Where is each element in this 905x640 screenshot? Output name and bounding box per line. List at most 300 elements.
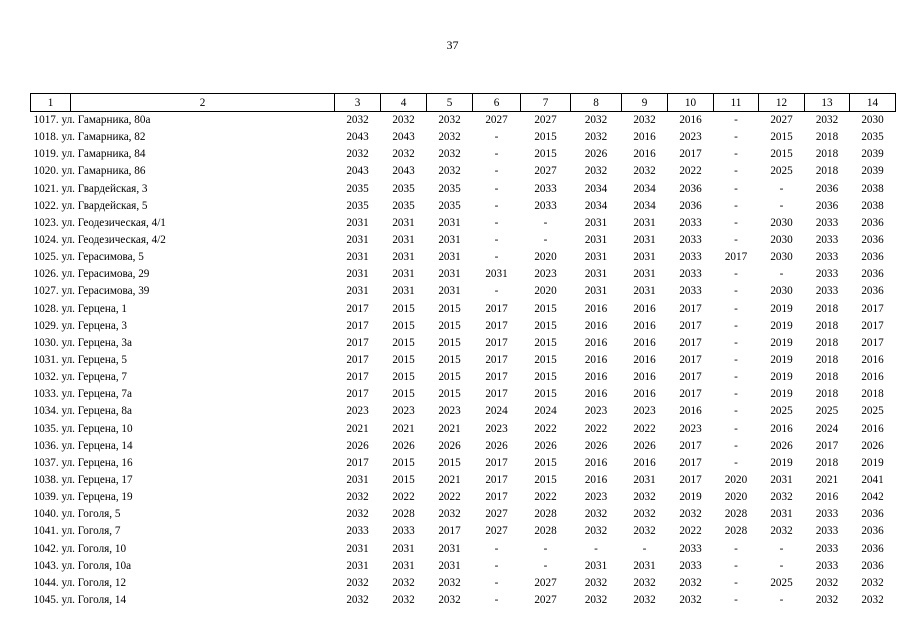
year-cell: 2031 [346,234,369,247]
year-cell: 2015 [392,371,415,384]
year-cell: 2036 [861,234,884,247]
year-cell: 2036 [861,251,884,264]
address-cell: 1040. ул. Гоголя, 5 [33,508,121,521]
year-cell: 2016 [584,319,608,332]
year-cell: 2031 [438,542,461,555]
year-cell: 2032 [346,576,369,589]
year-cell: 2031 [584,268,608,281]
column-header: 3 [335,94,381,112]
year-cell: 2018 [815,336,839,349]
year-cell: - [734,319,738,332]
year-cell: - [734,405,738,418]
year-cell: 2016 [584,336,608,349]
year-cell: 2032 [438,148,461,161]
year-cell: - [543,559,548,572]
year-cell: - [734,542,738,555]
year-cell: - [734,268,738,281]
year-cell: - [734,216,738,229]
address-cell: 1031. ул. Герцена, 5 [33,354,128,367]
year-cell: 2043 [346,165,369,178]
address-cell: 1034. ул. Герцена, 8а [33,405,132,418]
year-cell: 2028 [392,508,415,521]
year-cell: 2032 [392,594,415,606]
year-cell: 2023 [584,491,608,504]
year-cell: 2015 [438,302,461,315]
year-cell: 2016 [679,405,702,418]
year-cell: 2016 [584,302,608,315]
table-row [31,215,896,232]
year-cell: 2032 [633,491,656,504]
year-cell: 2032 [584,525,608,538]
table-row [31,266,896,283]
year-cell: - [734,439,738,452]
year-cell: 2034 [633,199,656,212]
year-cell: 2017 [679,388,702,401]
year-cell: 2032 [346,148,369,161]
year-cell: 2032 [438,594,461,606]
year-cell: 2043 [346,131,369,144]
schedule-table [30,93,896,609]
year-cell: - [779,268,784,281]
year-cell: 2033 [679,216,702,229]
year-cell: - [734,576,738,589]
year-cell: 2028 [534,508,557,521]
year-cell: 2016 [633,336,656,349]
year-cell: 2032 [584,165,608,178]
year-cell: 2032 [770,525,793,538]
address-cell: 1020. ул. Гамарника, 86 [33,165,146,178]
year-cell: 2015 [438,319,461,332]
table-row [31,421,896,438]
year-cell: 2033 [534,199,557,212]
year-cell: 2032 [584,594,608,606]
table-row [31,541,896,558]
year-cell: 2017 [679,354,702,367]
year-cell: 2017 [679,439,702,452]
address-cell: 1037. ул. Герцена, 16 [33,456,133,469]
table-row [31,129,896,146]
year-cell: 2036 [861,268,884,281]
column-header: 7 [521,94,571,112]
year-cell: 2020 [534,251,557,264]
year-cell: 2032 [346,491,369,504]
year-cell: - [734,199,738,212]
year-cell: 2016 [633,131,656,144]
year-cell: 2031 [633,251,656,264]
year-cell: 2032 [815,576,839,589]
year-cell: 2031 [770,474,793,487]
year-cell: 2017 [861,319,884,332]
year-cell: 2017 [679,456,702,469]
address-cell: 1041. ул. Гоголя, 7 [33,525,121,538]
year-cell: 2033 [679,285,702,298]
year-cell: 2032 [438,114,461,127]
year-cell: 2031 [633,559,656,572]
year-cell: 2030 [861,114,884,127]
year-cell: 2017 [861,302,884,315]
year-cell: 2032 [438,576,461,589]
year-cell: 2033 [815,234,839,247]
year-cell: 2038 [861,199,884,212]
year-cell: 2017 [438,525,461,538]
year-cell: 2026 [584,439,608,452]
year-cell: - [734,422,738,435]
page-number: 37 [446,38,459,52]
year-cell: - [494,542,499,555]
year-cell: 2016 [584,456,608,469]
year-cell: 2034 [584,182,608,195]
year-cell: 2019 [770,302,793,315]
year-cell: - [734,559,738,572]
year-cell: 2030 [770,216,793,229]
year-cell: 2015 [438,388,461,401]
year-cell: 2031 [633,474,656,487]
year-cell: 2031 [633,268,656,281]
table-row [31,249,896,266]
year-cell: 2019 [770,388,793,401]
table-row [31,506,896,523]
year-cell: 2033 [679,268,702,281]
year-cell: 2015 [534,474,557,487]
year-cell: 2033 [815,216,839,229]
table-body [31,112,896,610]
year-cell: - [734,371,738,384]
address-cell: 1030. ул. Герцена, 3а [33,336,132,349]
year-cell: 2015 [534,131,557,144]
year-cell: 2028 [534,525,557,538]
year-cell: - [734,354,738,367]
year-cell: 2017 [485,319,508,332]
year-cell: 2031 [346,559,369,572]
address-cell: 1022. ул. Гвардейская, 5 [33,199,148,212]
year-cell: 2039 [861,165,884,178]
year-cell: - [779,542,784,555]
year-cell: 2032 [815,114,839,127]
year-cell: 2027 [534,576,557,589]
year-cell: 2022 [584,422,608,435]
year-cell: 2032 [584,114,608,127]
year-cell: 2015 [770,148,793,161]
address-cell: 1024. ул. Геодезическая, 4/2 [33,234,166,247]
year-cell: 2036 [861,216,884,229]
year-cell: 2031 [346,251,369,264]
year-cell: 2021 [346,422,369,435]
year-cell: 2017 [485,474,508,487]
year-cell: 2028 [724,525,748,538]
year-cell: 2018 [815,148,839,161]
year-cell: 2031 [392,268,415,281]
table-row [31,232,896,249]
year-cell: 2017 [346,336,369,349]
year-cell: 2032 [633,594,656,606]
table-row [31,318,896,335]
year-cell: 2023 [346,405,369,418]
year-cell: 2023 [534,268,557,281]
year-cell: 2022 [392,491,415,504]
year-cell: 2016 [584,388,608,401]
year-cell: 2031 [633,234,656,247]
year-cell: - [594,542,598,555]
year-cell: 2033 [815,268,839,281]
year-cell: 2022 [438,491,461,504]
year-cell: 2015 [534,456,557,469]
year-cell: 2031 [392,285,415,298]
year-cell: 2023 [679,422,702,435]
year-cell: 2016 [679,114,702,127]
year-cell: 2026 [534,439,557,452]
address-cell: 1042. ул. Гоголя, 10 [33,542,127,555]
year-cell: 2032 [346,114,369,127]
year-cell: 2016 [584,371,608,384]
year-cell: 2018 [815,302,839,315]
year-cell: 2033 [815,251,839,264]
address-cell: 1033. ул. Герцена, 7а [33,388,132,401]
year-cell: 2028 [724,508,748,521]
year-cell: 2033 [815,508,839,521]
year-cell: - [642,542,647,555]
year-cell: 2018 [815,354,839,367]
table-row [31,592,896,609]
year-cell: - [494,234,499,247]
address-cell: 1036. ул. Герцена, 14 [33,439,133,452]
year-cell: 2015 [438,354,461,367]
year-cell: 2027 [534,165,557,178]
year-cell: 2026 [392,439,415,452]
year-cell: 2016 [584,474,608,487]
year-cell: 2016 [815,491,839,504]
year-cell: - [494,576,499,589]
year-cell: 2021 [438,422,461,435]
year-cell: 2017 [861,336,884,349]
year-cell: 2042 [861,491,884,504]
year-cell: 2015 [392,319,415,332]
year-cell: 2032 [679,594,702,606]
year-cell: 2032 [346,508,369,521]
year-cell: - [734,234,738,247]
year-cell: 2036 [861,525,884,538]
year-cell: 2032 [346,594,369,606]
year-cell: 2025 [770,405,793,418]
year-cell: - [734,302,738,315]
year-cell: 2018 [815,456,839,469]
year-cell: 2033 [346,525,369,538]
year-cell: 2019 [770,354,793,367]
address-cell: 1044. ул. Гоголя, 12 [33,576,127,589]
year-cell: 2031 [633,216,656,229]
year-cell: - [494,285,499,298]
year-cell: - [779,594,784,606]
year-cell: 2031 [485,268,508,281]
year-cell: 2031 [438,559,461,572]
year-cell: - [734,388,738,401]
year-cell: 2030 [770,251,793,264]
year-cell: 2019 [770,456,793,469]
year-cell: - [494,216,499,229]
year-cell: 2031 [346,268,369,281]
year-cell: 2031 [438,285,461,298]
column-header: 8 [571,94,622,112]
year-cell: - [494,182,499,195]
year-cell: 2031 [584,559,608,572]
year-cell: - [734,336,738,349]
year-cell: 2016 [633,371,656,384]
table-row [31,198,896,215]
year-cell: - [494,559,499,572]
table-row [31,369,896,386]
year-cell: 2027 [485,114,508,127]
table-row [31,403,896,420]
year-cell: 2015 [438,371,461,384]
year-cell: 2015 [438,336,461,349]
year-cell: 2027 [534,594,557,606]
year-cell: 2026 [633,439,656,452]
table-row [31,472,896,489]
year-cell: - [734,165,738,178]
year-cell: 2031 [438,234,461,247]
year-cell: 2016 [633,319,656,332]
year-cell: 2032 [861,594,884,606]
table-row [31,523,896,540]
year-cell: 2015 [392,302,415,315]
table-row [31,455,896,472]
year-cell: 2019 [770,319,793,332]
year-cell: 2017 [346,456,369,469]
year-cell: 2016 [633,148,656,161]
year-cell: 2017 [485,456,508,469]
year-cell: 2031 [346,474,369,487]
address-cell: 1017. ул. Гамарника, 80а [33,114,151,127]
year-cell: 2032 [633,114,656,127]
year-cell: 2015 [392,474,415,487]
year-cell: 2018 [861,388,884,401]
year-cell: 2035 [392,182,415,195]
table-row [31,146,896,163]
year-cell: 2033 [815,285,839,298]
year-cell: 2020 [534,285,557,298]
table-row [31,301,896,318]
column-header: 9 [622,94,668,112]
year-cell: 2033 [815,542,839,555]
year-cell: 2021 [815,474,839,487]
year-cell: 2023 [633,405,656,418]
address-cell: 1018. ул. Гамарника, 82 [33,131,146,144]
year-cell: 2024 [815,422,839,435]
table-row [31,558,896,575]
year-cell: 2027 [534,114,557,127]
table-row [31,283,896,300]
year-cell: 2031 [770,508,793,521]
year-cell: 2032 [392,576,415,589]
year-cell: 2031 [392,234,415,247]
year-cell: 2016 [861,371,884,384]
year-cell: 2016 [861,354,884,367]
year-cell: 2022 [534,422,557,435]
column-header: 4 [381,94,427,112]
year-cell: 2036 [861,559,884,572]
address-cell: 1023. ул. Геодезическая, 4/1 [33,216,166,229]
year-cell: 2017 [346,354,369,367]
year-cell: 2019 [770,336,793,349]
year-cell: 2024 [534,405,557,418]
year-cell: 2022 [633,422,656,435]
year-cell: 2033 [679,234,702,247]
year-cell: 2035 [346,182,369,195]
year-cell: 2017 [815,439,839,452]
year-cell: 2030 [770,285,793,298]
year-cell: 2018 [815,131,839,144]
year-cell: 2015 [534,302,557,315]
year-cell: 2015 [534,354,557,367]
year-cell: 2032 [861,576,884,589]
year-cell: 2023 [485,422,508,435]
year-cell: 2043 [392,165,415,178]
address-cell: 1027. ул. Герасимова, 39 [33,285,150,298]
year-cell: 2017 [346,371,369,384]
year-cell: 2017 [679,319,702,332]
year-cell: 2017 [679,336,702,349]
address-cell: 1038. ул. Герцена, 17 [33,474,133,487]
table-row [31,163,896,180]
year-cell: 2015 [534,388,557,401]
year-cell: 2032 [633,525,656,538]
year-cell: 2036 [815,199,839,212]
year-cell: 2026 [584,148,608,161]
column-header: 5 [427,94,473,112]
year-cell: 2031 [584,251,608,264]
year-cell: 2017 [724,251,748,264]
year-cell: 2035 [346,199,369,212]
year-cell: 2036 [861,285,884,298]
year-cell: 2026 [770,439,793,452]
year-cell: 2016 [584,354,608,367]
year-cell: 2031 [392,559,415,572]
year-cell: - [494,199,499,212]
year-cell: 2016 [633,302,656,315]
year-cell: 2015 [534,371,557,384]
year-cell: - [494,131,499,144]
year-cell: 2017 [346,388,369,401]
year-cell: 2016 [633,354,656,367]
year-cell: 2033 [815,559,839,572]
year-cell: 2026 [485,439,508,452]
year-cell: 2031 [438,216,461,229]
year-cell: 2035 [438,182,461,195]
year-cell: 2018 [815,165,839,178]
table-row [31,386,896,403]
year-cell: 2015 [392,388,415,401]
year-cell: 2027 [770,114,793,127]
year-cell: 2019 [770,371,793,384]
year-cell: 2020 [724,491,748,504]
year-cell: - [734,148,738,161]
year-cell: 2018 [815,319,839,332]
year-cell: 2015 [438,456,461,469]
year-cell: 2015 [534,148,557,161]
year-cell: 2017 [485,491,508,504]
year-cell: 2032 [438,508,461,521]
year-cell: 2015 [534,336,557,349]
year-cell: 2019 [861,456,884,469]
year-cell: 2026 [861,439,884,452]
year-cell: 2025 [770,576,793,589]
year-cell: 2031 [392,216,415,229]
year-cell: 2031 [584,216,608,229]
year-cell: 2032 [392,148,415,161]
year-cell: 2025 [815,405,839,418]
year-cell: 2024 [485,405,508,418]
year-cell: 2031 [633,285,656,298]
year-cell: 2035 [392,199,415,212]
